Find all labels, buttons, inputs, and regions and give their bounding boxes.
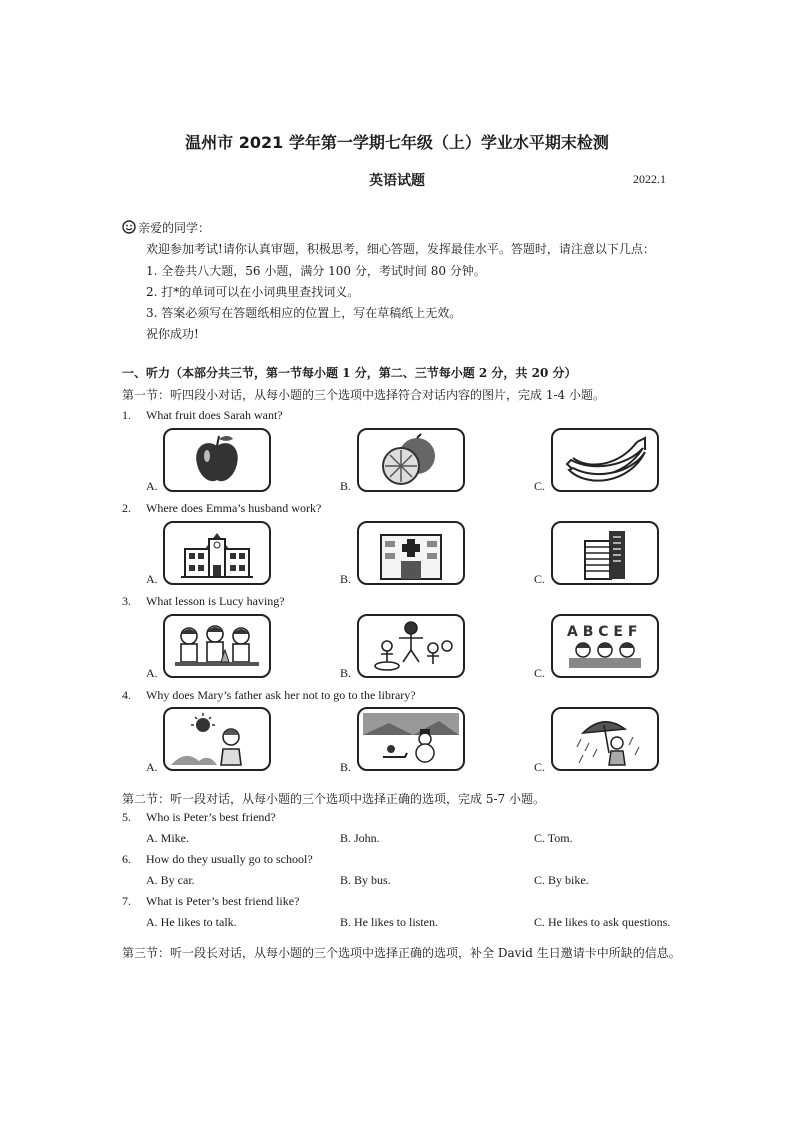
apple-icon <box>165 430 269 490</box>
question-text: How do they usually go to school? <box>146 852 313 866</box>
option-image-b[interactable] <box>357 521 465 585</box>
question-number: 5. <box>122 810 131 824</box>
option-image-a[interactable] <box>163 521 271 585</box>
notice-line-3: 2. 打*的单词可以在小词典里查找词义。 <box>146 285 360 299</box>
rain-umbrella-icon <box>553 709 657 769</box>
option-a[interactable]: A. By car. <box>146 873 195 887</box>
option-label: A. <box>146 666 158 680</box>
notice-line-5: 祝你成功! <box>146 327 199 341</box>
question-text: Why does Mary’s father ask her not to go to the library? <box>146 688 416 702</box>
option-image-b[interactable] <box>357 428 465 492</box>
question-text: Who is Peter’s best friend? <box>146 810 276 824</box>
question-number: 2. <box>122 501 131 515</box>
option-label: B. <box>340 760 352 774</box>
option-label: C. <box>534 666 546 680</box>
banana-icon <box>553 430 657 490</box>
school-icon <box>165 523 269 583</box>
exam-date: 2022.1 <box>633 172 666 186</box>
svg-text:A B C E F: A B C E F <box>567 624 638 640</box>
greeting-text: 亲爱的同学： <box>138 221 211 235</box>
question-text: What fruit does Sarah want? <box>146 408 283 422</box>
option-b[interactable]: B. John. <box>340 831 380 845</box>
question-number: 7. <box>122 894 131 908</box>
option-label: C. <box>534 572 546 586</box>
exam-subtitle: 英语试题 <box>369 173 425 189</box>
option-c[interactable]: C. He likes to ask questions. <box>534 915 671 929</box>
pe-lesson-icon <box>359 616 463 676</box>
option-c[interactable]: C. By bike. <box>534 873 589 887</box>
question-number: 3. <box>122 594 131 608</box>
option-label: A. <box>146 479 158 493</box>
option-image-a[interactable] <box>163 707 271 771</box>
science-lesson-icon <box>165 616 269 676</box>
option-image-c[interactable] <box>551 707 659 771</box>
option-image-a[interactable] <box>163 614 271 678</box>
option-image-a[interactable] <box>163 428 271 492</box>
question-text: What lesson is Lucy having? <box>146 594 285 608</box>
option-b[interactable]: B. By bus. <box>340 873 391 887</box>
smiley-icon <box>122 220 136 234</box>
orange-icon <box>359 430 463 490</box>
question-text: What is Peter’s best friend like? <box>146 894 300 908</box>
option-label: B. <box>340 666 352 680</box>
greeting <box>122 219 210 236</box>
option-image-b[interactable] <box>357 707 465 771</box>
exam-title: 温州市 2021 学年第一学期七年级（上）学业水平期末检测 <box>185 133 609 152</box>
question-text: Where does Emma’s husband work? <box>146 501 322 515</box>
question-number: 4. <box>122 688 131 702</box>
section-heading: 一、听力（本部分共三节，第一节每小题 1 分，第二、三节每小题 2 分，共 20 分） <box>122 366 577 380</box>
part2-instruction: 第二节：听一段对话，从每小题的三个选项中选择正确的选项，完成 5-7 小题。 <box>122 792 545 806</box>
option-label: B. <box>340 572 352 586</box>
option-image-c[interactable] <box>551 428 659 492</box>
snowman-icon <box>359 709 463 769</box>
option-image-b[interactable] <box>357 614 465 678</box>
part1-instruction: 第一节：听四段小对话，从每小题的三个选项中选择符合对话内容的图片，完成 1-4 小题。 <box>122 388 605 402</box>
hot-sun-icon <box>165 709 269 769</box>
part3-instruction: 第三节：听一段长对话，从每小题的三个选项中选择正确的选项，补全 David 生日邀请卡中所缺的信息。 <box>122 946 681 960</box>
notice-line-4: 3. 答案必须写在答题纸相应的位置上，写在草稿纸上无效。 <box>146 306 462 320</box>
option-label: A. <box>146 572 158 586</box>
option-c[interactable]: C. Tom. <box>534 831 573 845</box>
option-image-c[interactable] <box>551 521 659 585</box>
question-number: 6. <box>122 852 131 866</box>
english-lesson-icon <box>553 616 657 676</box>
option-image-c[interactable] <box>551 614 659 678</box>
option-b[interactable]: B. He likes to listen. <box>340 915 438 929</box>
option-label: C. <box>534 479 546 493</box>
option-label: B. <box>340 479 352 493</box>
option-a[interactable]: A. Mike. <box>146 831 189 845</box>
question-number: 1. <box>122 408 131 422</box>
notice-line-1: 欢迎参加考试!请你认真审题，积极思考，细心答题，发挥最佳水平。答题时，请注意以下几点： <box>146 242 655 256</box>
hospital-icon <box>359 523 463 583</box>
option-label: C. <box>534 760 546 774</box>
option-label: A. <box>146 760 158 774</box>
option-a[interactable]: A. He likes to talk. <box>146 915 237 929</box>
notice-line-2: 1. 全卷共八大题，56 小题，满分 100 分，考试时间 80 分钟。 <box>146 264 486 278</box>
office-building-icon <box>553 523 657 583</box>
